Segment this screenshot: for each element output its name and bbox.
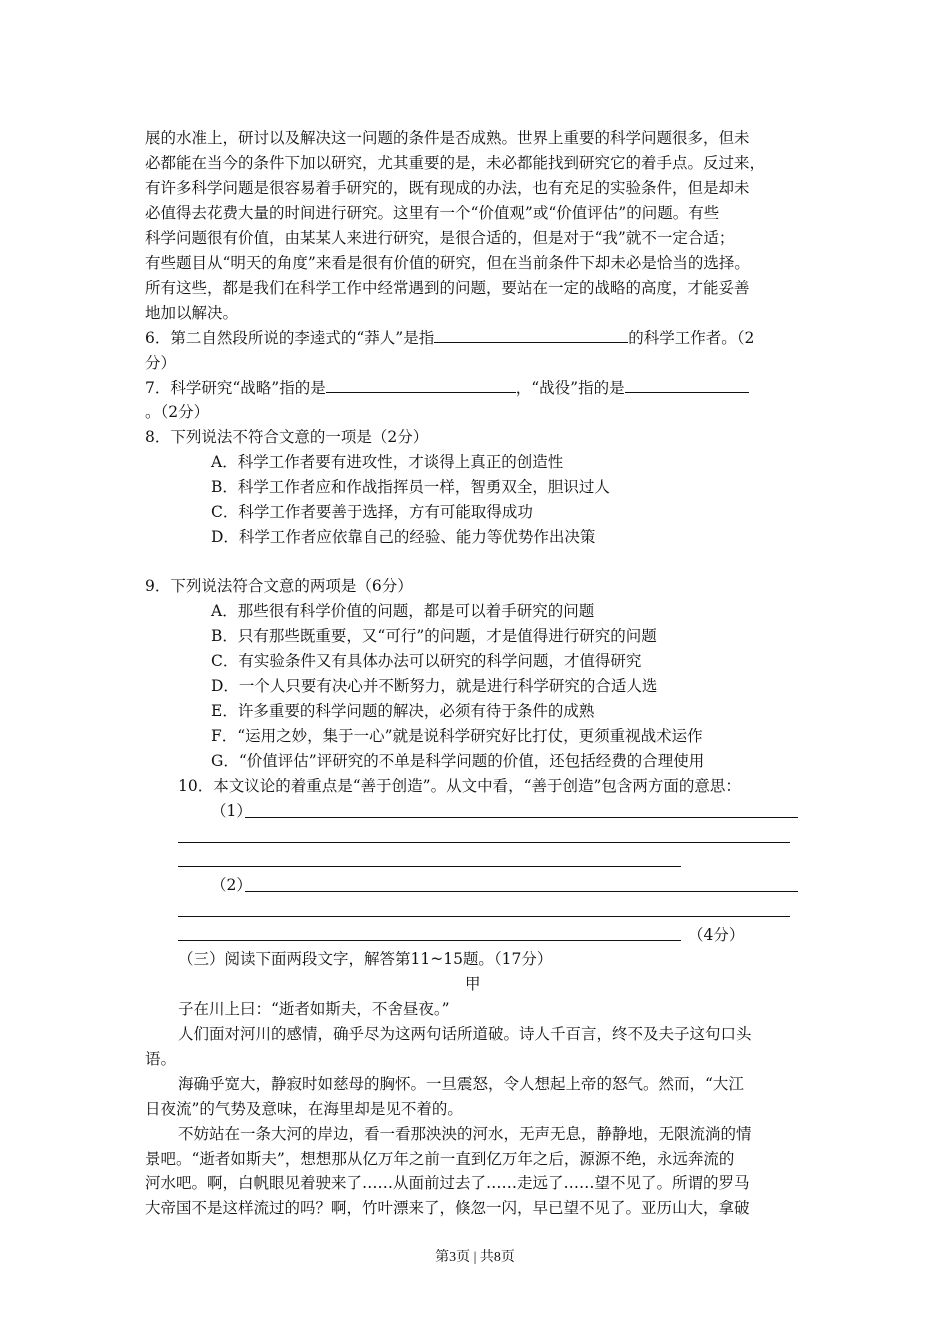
question-6 <box>145 326 754 350</box>
passage-line: 科学问题很有价值，由某某人来进行研究，是很合适的，但是对于“我”就不一定合适； <box>145 229 735 247</box>
q6-continuation: 分） <box>145 354 177 372</box>
q6-answer-blank[interactable] <box>434 326 628 343</box>
section-3-paragraph-line: 河水吧。啊，白帆眼见着驶来了……从面前过去了……走远了……望不见了。所谓的罗马 <box>145 1174 750 1192</box>
q9-option: F．“运用之妙，集于一心”就是说科学研究好比打仗，更须重视战术运作 <box>211 727 703 745</box>
passage-line: 必值得去花费大量的时间进行研究。这里有一个“价值观”或“价值评估”的问题。有些 <box>145 204 720 222</box>
section-3-paragraph-line: 海确乎宽大，静寂时如慈母的胸怀。一旦震怒，令人想起上帝的怒气。然而，“大江 <box>178 1075 744 1093</box>
q9-option: A．那些很有科学价值的问题，都是可以着手研究的问题 <box>211 602 595 620</box>
section-3-paragraph-line: 日夜流”的气势及意味，在海里却是见不着的。 <box>145 1100 463 1118</box>
question-10-stem: 10．本文议论的着重点是“善于创造”。从文中看，“善于创造”包含两方面的意思： <box>178 777 741 795</box>
q6-suffix: 的科学工作者。（2 <box>628 329 755 347</box>
passage-line: 展的水准上，研讨以及解决这一问题的条件是否成熟。世界上重要的科学问题很多，但未 <box>145 129 750 147</box>
section-3-paragraph-line: 人们面对河川的感情，确乎尽为这两句话所道破。诗人千百言，终不及夫子这句口头 <box>178 1025 752 1043</box>
section-3-paragraph-line: 语。 <box>145 1050 177 1068</box>
q10-answer-line[interactable] <box>178 940 681 941</box>
q10-answer-line[interactable] <box>178 866 681 867</box>
section-3-heading: （三）阅读下面两段文字，解答第11~15题。（17分） <box>178 950 553 968</box>
section-3-paragraph-line: 景吧。“逝者如斯夫”，想想那从亿万年之前一直到亿万年之后，源源不绝，永远奔流的 <box>145 1150 735 1168</box>
q10-answer-line[interactable] <box>245 891 798 892</box>
q6-prompt: 6．第二自然段所说的李逵式的“莽人”是指 <box>145 329 435 347</box>
q10-answer-line[interactable] <box>178 916 790 917</box>
q9-option: B．只有那些既重要，又“可行”的问题，才是值得进行研究的问题 <box>211 627 657 645</box>
passage-line: 有许多科学问题是很容易着手研究的，既有现成的办法，也有充足的实验条件，但是却未 <box>145 179 750 197</box>
page-footer: 第3页 | 共8页 <box>435 1250 515 1265</box>
q8-option: B．科学工作者应和作战指挥员一样，智勇双全，胆识过人 <box>211 478 610 496</box>
passage-line: 必都能在当今的条件下加以研究，尤其重要的是，未必都能找到研究它的着手点。反过来， <box>145 154 766 172</box>
section-3-paragraph-line: 大帝国不是这样流过的吗？啊，竹叶漂来了，倏忽一闪，早已望不见了。亚历山大，拿破 <box>145 1199 750 1217</box>
q10-item-2-label: （2） <box>211 876 252 894</box>
q10-score: （4分） <box>688 926 745 944</box>
question-8-stem: 8．下列说法不符合文意的一项是（2分） <box>145 428 429 446</box>
section-3-paragraph-line: 不妨站在一条大河的岸边，看一看那泱泱的河水，无声无息，静静地，无限流淌的情 <box>178 1125 752 1143</box>
q9-option: G．“价值评估”评研究的不单是科学问题的价值，还包括经费的合理使用 <box>211 752 705 770</box>
q8-option: D．科学工作者应依靠自己的经验、能力等优势作出决策 <box>211 528 596 546</box>
question-7 <box>145 376 749 400</box>
section-3-quote: 子在川上曰：“逝者如斯夫，不舍昼夜。” <box>178 1000 450 1018</box>
q8-option: C．科学工作者要善于选择，方有可能取得成功 <box>211 503 533 521</box>
section-3-part-label: 甲 <box>465 975 481 993</box>
q7-answer-blank-2[interactable] <box>625 376 749 393</box>
q9-option: C．有实验条件又有具体办法可以研究的科学问题，才值得研究 <box>211 652 642 670</box>
q7-prompt: 7．科学研究“战略”指的是 <box>145 379 326 397</box>
q7-mid: ，“战役”指的是 <box>515 379 625 397</box>
q7-continuation: 。（2分） <box>145 403 210 421</box>
passage-line: 有些题目从“明天的角度”来看是很有价值的研究，但在当前条件下却未必是恰当的选择。 <box>145 254 750 272</box>
q10-answer-line[interactable] <box>245 817 798 818</box>
q10-item-1-label: （1） <box>211 802 252 820</box>
question-9-stem: 9．下列说法符合文意的两项是（6分） <box>145 577 413 595</box>
q7-answer-blank-1[interactable] <box>326 376 516 393</box>
q8-option: A．科学工作者要有进攻性，才谈得上真正的创造性 <box>211 453 564 471</box>
q10-answer-line[interactable] <box>178 842 790 843</box>
passage-line: 地加以解决。 <box>145 304 239 322</box>
q9-option: E．许多重要的科学问题的解决，必须有待于条件的成熟 <box>211 702 595 720</box>
q9-option: D．一个人只要有决心并不断努力，就是进行科学研究的合适人选 <box>211 677 658 695</box>
passage-line: 所有这些，都是我们在科学工作中经常遇到的问题，要站在一定的战略的高度，才能妥善 <box>145 279 750 297</box>
